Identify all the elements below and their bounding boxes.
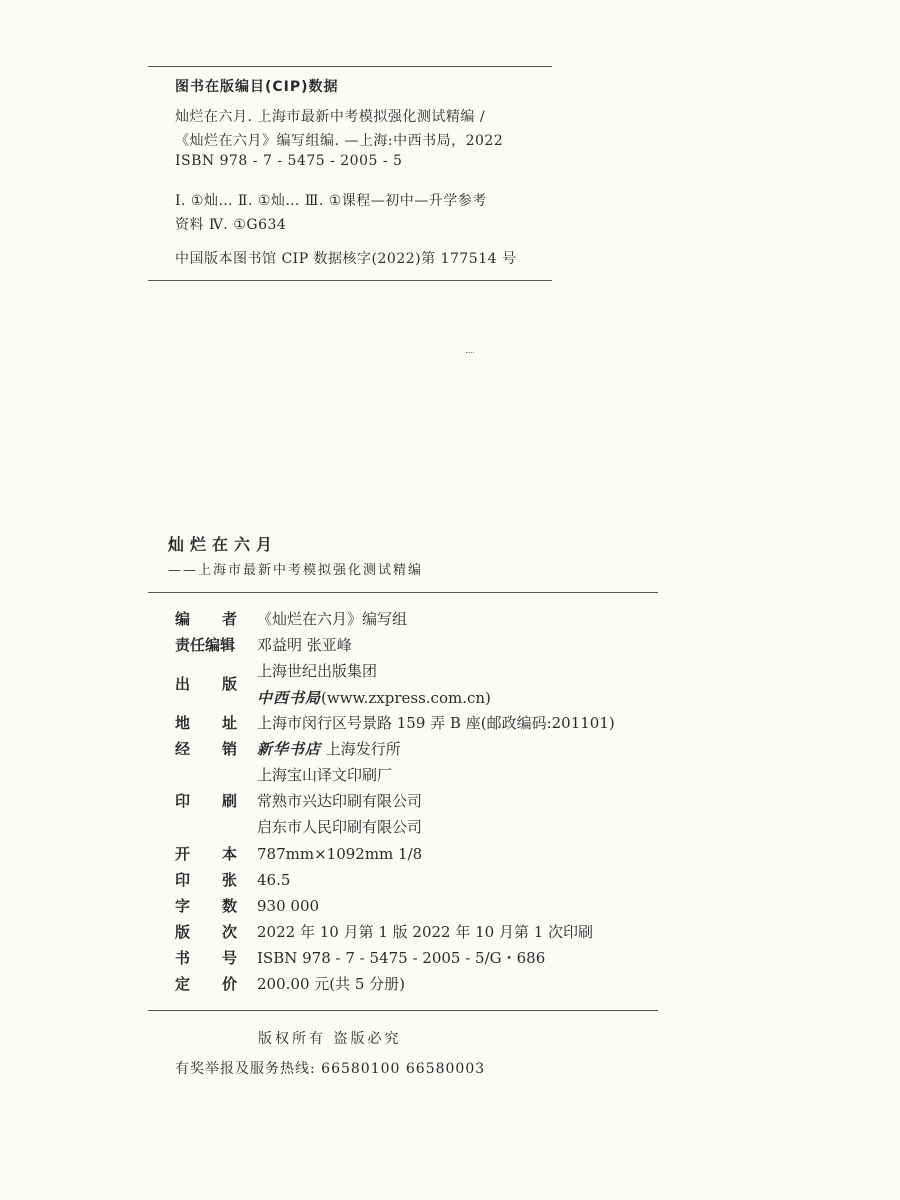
info-bottom-rule [148, 1010, 658, 1011]
publisher-label: 出 版 [175, 675, 237, 693]
cip-bottom-rule [148, 280, 552, 281]
printer-label: 印 刷 [175, 792, 237, 810]
book-title: 灿烂在六月 [168, 535, 279, 554]
book-subtitle: ——上海市最新中考模拟强化测试精编 [168, 563, 424, 578]
printer-value-2: 启东市人民印刷有限公司 [257, 818, 423, 836]
words-value: 930 000 [257, 897, 320, 915]
format-label: 开 本 [175, 845, 237, 863]
resp-editor-value: 邓益明 张亚峰 [257, 636, 352, 654]
price-label: 定 价 [175, 975, 237, 993]
scan-mark [466, 352, 474, 357]
publisher-value-1: 上海世纪出版集团 [257, 662, 378, 680]
cip-line-2: 《灿烂在六月》编写组编. —上海:中西书局，2022 [175, 133, 504, 149]
isbn-value: ISBN 978 - 7 - 5475 - 2005 - 5/G・686 [257, 949, 546, 967]
edition-label: 版 次 [175, 923, 237, 941]
isbn-label: 书 号 [175, 949, 237, 967]
distributor-value-2: 上海宝山译文印刷厂 [257, 766, 393, 784]
distributor-value: 新华书店 上海发行所 [257, 740, 401, 758]
printer-value-1: 常熟市兴达印刷有限公司 [257, 792, 423, 810]
cip-line-1: 灿烂在六月. 上海市最新中考模拟强化测试精编 / [175, 109, 486, 125]
editor-label: 编 者 [175, 610, 237, 628]
sheets-value: 46.5 [257, 871, 291, 889]
publisher-value-2 [257, 687, 491, 709]
resp-editor-label: 责任编辑 [175, 636, 236, 654]
distributor-brand: 新华书店 [257, 740, 322, 758]
copyright-notice: 版权所有 盗版必究 [258, 1031, 402, 1047]
distributor-label: 经 销 [175, 740, 237, 758]
publisher-website: (www.zxpress.com.cn) [321, 689, 491, 707]
cip-line-3: ISBN 978 - 7 - 5475 - 2005 - 5 [175, 153, 403, 169]
cip-line-6: 中国版本图书馆 CIP 数据核字(2022)第 177514 号 [175, 251, 517, 267]
format-value: 787mm×1092mm 1/8 [257, 845, 423, 863]
publisher-brand: 中西书局 [257, 689, 322, 707]
cip-title: 图书在版编目(CIP)数据 [175, 79, 339, 95]
editor-value: 《灿烂在六月》编写组 [257, 610, 408, 628]
info-top-rule [148, 592, 658, 593]
cip-line-4: Ⅰ. ①灿… Ⅱ. ①灿… Ⅲ. ①课程—初中—升学参考 [175, 193, 487, 209]
address-value: 上海市闵行区号景路 159 弄 B 座(邮政编码:201101) [257, 714, 615, 732]
address-label: 地 址 [175, 714, 237, 732]
edition-value: 2022 年 10 月第 1 版 2022 年 10 月第 1 次印刷 [257, 923, 594, 941]
price-value: 200.00 元(共 5 分册) [257, 975, 406, 993]
words-label: 字 数 [175, 897, 237, 915]
cip-top-rule [148, 66, 552, 67]
cip-line-5: 资料 Ⅳ. ①G634 [175, 217, 287, 233]
report-hotline: 有奖举报及服务热线: 66580100 66580003 [175, 1061, 486, 1077]
sheets-label: 印 张 [175, 871, 237, 889]
